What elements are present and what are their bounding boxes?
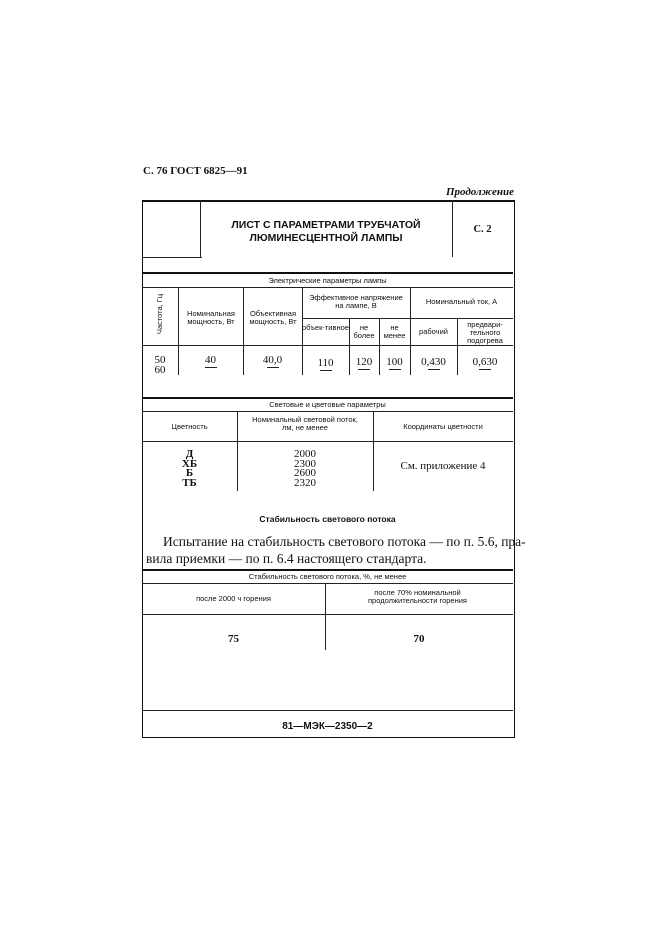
stability-heading: Стабильность светового потока bbox=[259, 514, 396, 524]
color-values: Д ХБ Б ТБ bbox=[181, 448, 198, 489]
col-nominal-power: Номинальная мощность, Вт bbox=[187, 309, 235, 326]
objective-power-value: 40,0 bbox=[262, 354, 283, 366]
col-current: Номинальный ток, А bbox=[425, 297, 498, 306]
v-objective-value: 110 bbox=[317, 357, 334, 369]
v-min-value: 100 bbox=[386, 356, 403, 368]
v-max-value: 120 bbox=[355, 356, 373, 368]
col-v-objective: объек-тивное bbox=[302, 323, 349, 332]
col-voltage: Эффективное напряжение на лампе, В bbox=[309, 293, 403, 310]
stability-paragraph: Испытание на стабильность светового потока — по п. 5.6, пра- вила приемки — по п. 6.4 настоящего стандарта. bbox=[146, 534, 526, 566]
col-flux: Номинальный световой поток, лм, не менее bbox=[252, 415, 358, 432]
col-v-min: не менее bbox=[383, 323, 406, 340]
flux-values: 2000 2300 2600 2320 bbox=[294, 448, 316, 489]
after-70pct-value: 70 bbox=[413, 633, 425, 645]
i-work-value: 0,430 bbox=[421, 356, 446, 368]
sheet-title-line-2: ЛЮМИНЕСЦЕНТНОЙ ЛАМПЫ bbox=[249, 232, 403, 244]
light-title: Световые и цветовые параметры bbox=[269, 400, 386, 409]
col-after-70pct: после 70% номинальной продолжительности горения bbox=[367, 588, 467, 605]
coords-value: См. приложение 4 bbox=[400, 460, 486, 472]
sheet-title-line-1: ЛИСТ С ПАРАМЕТРАМИ ТРУБЧАТОЙ bbox=[231, 219, 421, 231]
sheet-title bbox=[200, 219, 452, 245]
col-frequency: Частота, Гц bbox=[155, 293, 164, 335]
stability-title: Стабильность светового потока, %, не менее bbox=[248, 572, 407, 581]
col-objective-power: Объективная мощность, Вт bbox=[249, 309, 297, 326]
frequency-values: 50 60 bbox=[154, 354, 166, 376]
electrical-title: Электрические параметры лампы bbox=[268, 276, 387, 285]
i-preheat-value: 0,630 bbox=[472, 356, 498, 368]
col-v-max: не более bbox=[353, 323, 375, 340]
col-after-2000h: после 2000 ч горения bbox=[196, 594, 271, 603]
after-2000h-value: 75 bbox=[228, 633, 239, 645]
col-color: Цветность bbox=[171, 422, 208, 431]
nominal-power-value: 40 bbox=[205, 354, 216, 366]
sheet-page: С. 2 bbox=[473, 224, 492, 235]
col-i-work: рабочий bbox=[419, 327, 448, 336]
col-i-preheat: предвари-тельного подогрева bbox=[467, 320, 503, 345]
page-header: С. 76 ГОСТ 6825—91 bbox=[143, 165, 248, 177]
sheet-footer: 81—МЭК—2350—2 bbox=[282, 721, 373, 732]
col-coords: Координаты цветности bbox=[403, 422, 483, 431]
continuation-label: Продолжение bbox=[445, 186, 514, 198]
